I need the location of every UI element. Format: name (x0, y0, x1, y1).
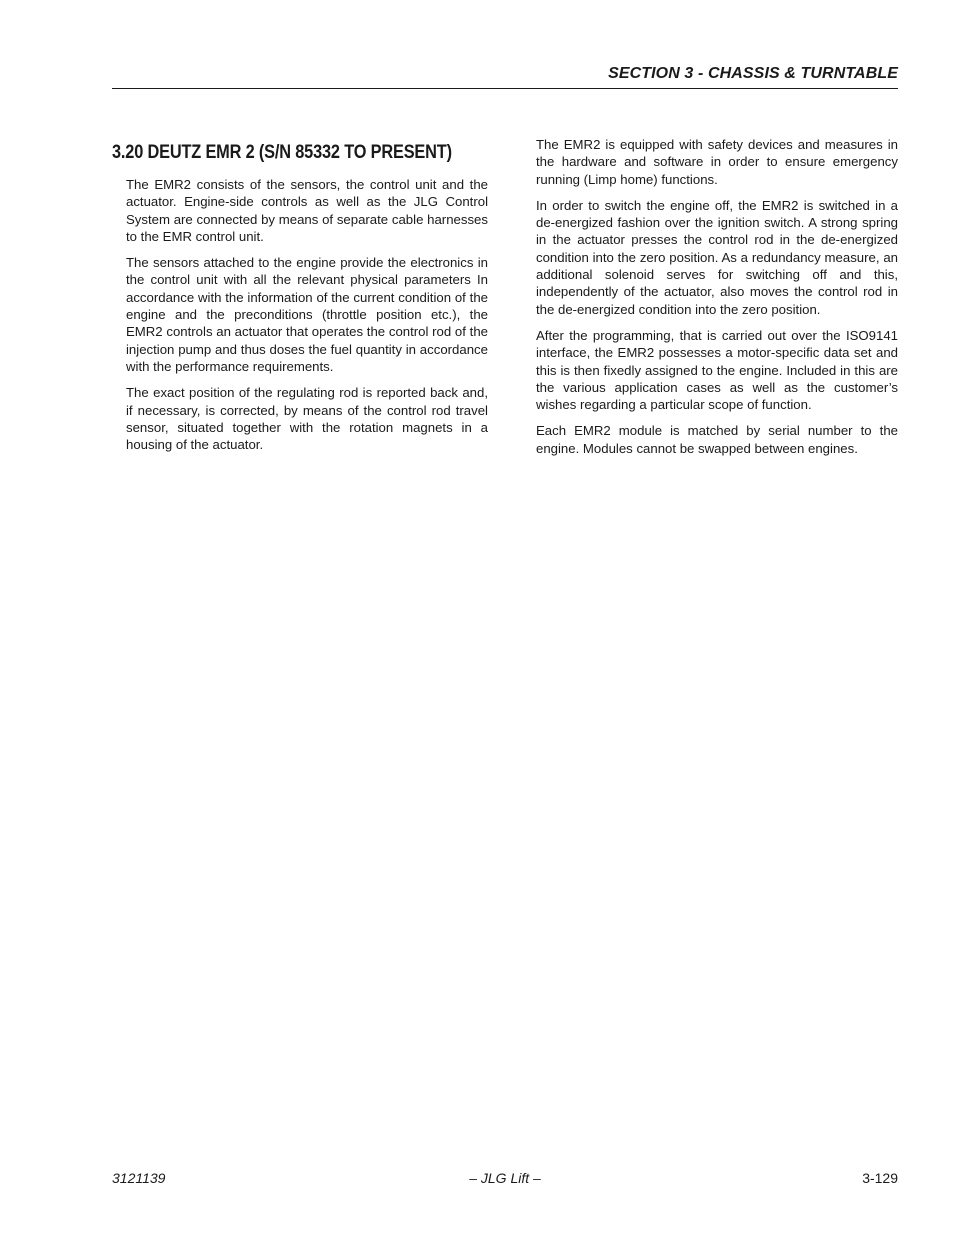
right-column (536, 136, 898, 466)
paragraph: The EMR2 consists of the sensors, the control unit and the actuator. Engine-side controls as well as the JLG Control System are connected by means of separate cable harnesses to the EMR control unit. (126, 177, 488, 244)
paragraph: In order to switch the engine off, the EMR2 is switched in a de-energized fashion over the ignition switch. A strong spring in the actuator presses the control rod in the de-energized condition into the zero position. As a redundancy measure, an additional solenoid serves for switching off and this, independently of the actuator, also moves the control rod in the de-energized condition into the zero position. (536, 197, 898, 317)
paragraph: The EMR2 is equipped with safety devices and measures in the hardware and software in order to ensure emergency running (Limp home) functions. (536, 137, 898, 187)
left-column (126, 176, 488, 462)
page-number: 3-129 (862, 1170, 898, 1186)
publisher-name: – JLG Lift – (469, 1170, 541, 1186)
section-title: SECTION 3 - CHASSIS & TURNTABLE (608, 65, 898, 82)
header-divider (112, 88, 898, 89)
paragraph: Each EMR2 module is matched by serial number to the engine. Modules cannot be swapped between engines. (536, 423, 898, 456)
document-number: 3121139 (112, 1170, 166, 1186)
section-heading: 3.20 DEUTZ EMR 2 (S/N 85332 TO PRESENT) (112, 142, 452, 163)
paragraph: After the programming, that is carried out over the ISO9141 interface, the EMR2 possesses a motor-specific data set and this is then fixedly assigned to the engine. Included in this are the various application cases as well as the customer’s wishes regarding a particular scope of function. (536, 327, 898, 413)
paragraph: The sensors attached to the engine provide the electronics in the control unit with all the relevant physical parameters In accordance with the information of the current condition of the engine and the preconditions (throttle position etc.), the EMR2 controls an actuator that operates the control rod of the injection pump and thus doses the fuel quantity in accordance with the performance requirements. (126, 255, 488, 374)
paragraph: The exact position of the regulating rod is reported back and, if necessary, is corrected, by means of the control rod travel sensor, situated together with the rotation magnets in a housing of the actuator. (126, 385, 488, 453)
